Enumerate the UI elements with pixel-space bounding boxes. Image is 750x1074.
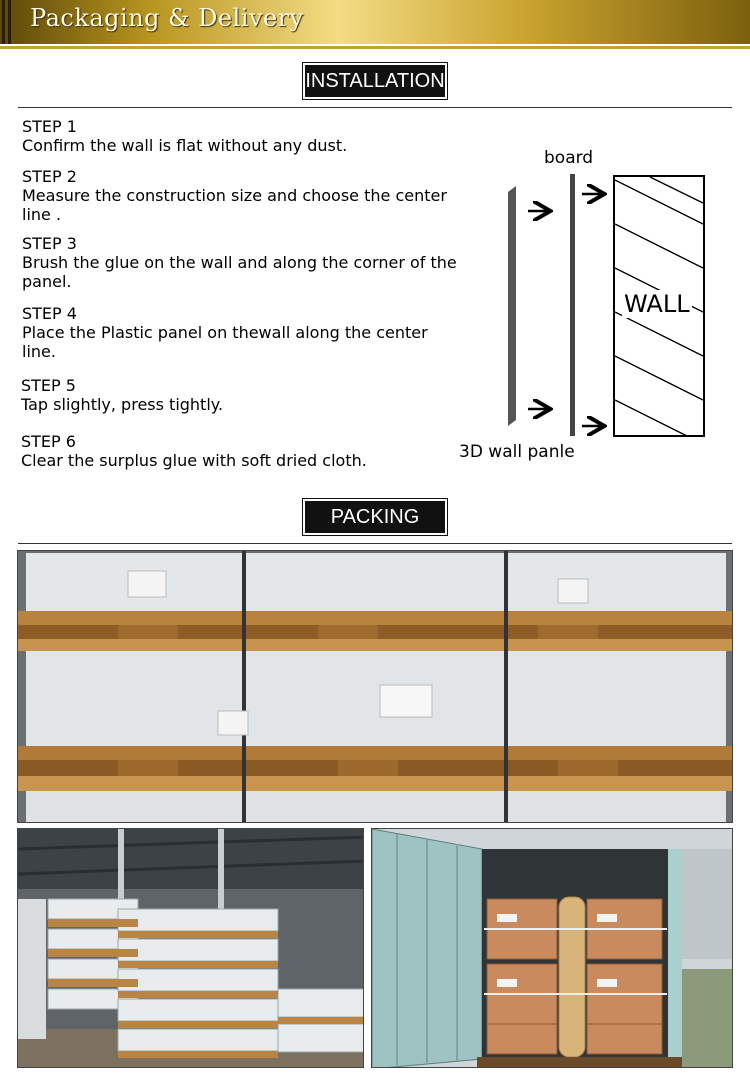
step-desc: Measure the construction size and choose the center line . — [22, 186, 447, 224]
diagram-svg — [450, 140, 740, 470]
step-6 — [21, 432, 367, 470]
banner-stripe — [2, 0, 5, 44]
step-title: STEP 2 — [22, 167, 77, 186]
step-2 — [22, 167, 462, 224]
step-desc: Clear the surplus glue with soft dried cloth. — [21, 451, 367, 470]
step-title: STEP 1 — [22, 117, 77, 136]
stacked-pallets-photo — [17, 550, 733, 823]
container-loading-photo — [371, 828, 733, 1068]
banner-stripe — [8, 0, 11, 44]
step-desc: Tap slightly, press tightly. — [21, 395, 224, 414]
step-desc: Confirm the wall is flat without any dust. — [22, 136, 348, 155]
step-desc: Place the Plastic panel on thewall along the center line. — [22, 323, 428, 361]
banner-title: Packaging & Delivery — [30, 4, 304, 32]
panel-shape — [508, 186, 516, 426]
panel-label: 3D wall panle — [459, 442, 575, 462]
step-1 — [22, 117, 347, 155]
step-title: STEP 4 — [22, 304, 77, 323]
step-title: STEP 6 — [21, 432, 76, 451]
packing-divider — [18, 543, 732, 544]
step-4 — [22, 304, 442, 361]
installation-diagram — [450, 140, 740, 470]
step-5 — [21, 376, 223, 414]
step-title: STEP 5 — [21, 376, 76, 395]
step-3 — [22, 234, 462, 291]
header-banner — [0, 0, 750, 44]
banner-underline — [0, 46, 750, 49]
installation-heading: INSTALLATION — [305, 65, 445, 97]
packing-heading: PACKING — [305, 501, 445, 533]
wall-label: WALL — [624, 290, 690, 318]
step-title: STEP 3 — [22, 234, 77, 253]
board-label: board — [544, 148, 594, 168]
board-shape — [570, 174, 575, 436]
step-desc: Brush the glue on the wall and along the corner of the panel. — [22, 253, 457, 291]
warehouse-photo — [17, 828, 364, 1068]
installation-divider — [18, 107, 732, 108]
